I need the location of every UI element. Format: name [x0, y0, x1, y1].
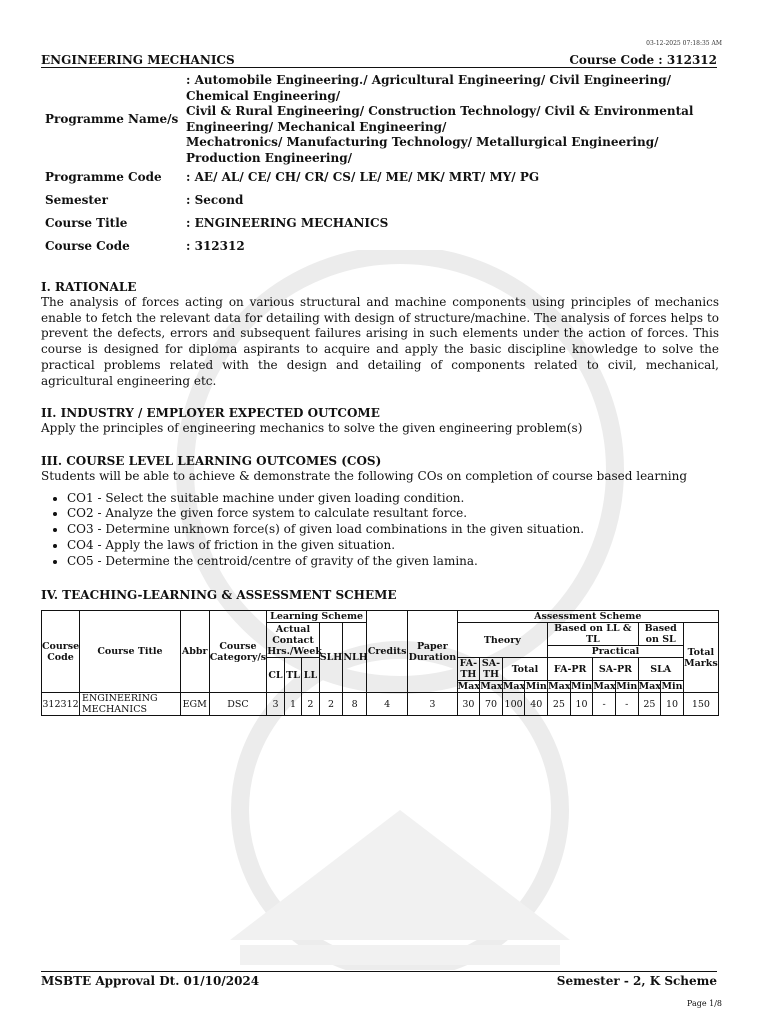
programme-info-table — [41, 73, 721, 258]
rationale-section — [41, 280, 719, 389]
course-outcomes-section — [41, 454, 719, 569]
info-label: Programme Code — [45, 169, 162, 184]
cell-total-max: 100 — [502, 693, 525, 716]
info-label: Semester — [45, 192, 108, 207]
info-row-course-code — [41, 235, 721, 258]
course-code-header: Course Code : 312312 — [569, 53, 717, 67]
cell-sa-pr-max: - — [593, 693, 616, 716]
semester-scheme: Semester - 2, K Scheme — [556, 974, 717, 988]
col-abbr: Abbr — [180, 611, 209, 693]
info-row-programme-code — [41, 166, 721, 189]
col-course-title: Course Title — [80, 611, 181, 693]
list-item: • CO5 - Determine the centroid/centre of gravity of the given lamina. — [67, 554, 719, 570]
industry-outcome-text: Apply the principles of engineering mechanics to solve the given engineering problem(s) — [41, 421, 583, 435]
industry-outcome-section — [41, 406, 719, 437]
col-paper-duration: Paper Duration — [408, 611, 457, 693]
info-value — [186, 73, 721, 166]
cell-nlh: 8 — [343, 693, 367, 716]
cell-ll: 2 — [302, 693, 319, 716]
course-outcomes-intro: Students will be able to achieve & demonstrate the following COs on completion of course based learning — [41, 469, 688, 483]
page-footer — [41, 971, 717, 988]
cell-category: DSC — [209, 693, 267, 716]
cell-fa-pr-min: 10 — [570, 693, 593, 716]
col-sa-th: SA-TH — [480, 658, 503, 681]
course-outcomes-list — [41, 491, 719, 570]
info-label: Course Title — [45, 215, 128, 230]
list-item: • CO1 - Select the suitable machine under given loading condition. — [67, 491, 719, 507]
col-based-ll-tl: Based on LL & TL — [548, 623, 639, 646]
col-min: Min — [570, 681, 593, 692]
info-row-semester — [41, 189, 721, 212]
info-value-line: Mechatronics/ Manufacturing Technology/ Metallurgical Engineering/ Production Engineering/ — [186, 135, 659, 165]
print-timestamp: 03-12-2025 07:18:35 AM — [646, 40, 722, 47]
info-value-line: : Automobile Engineering./ Agricultural Engineering/ Civil Engineering/ Chemical Engineering/ — [186, 73, 671, 103]
list-item: • CO3 - Determine unknown force(s) of given load combinations in the given situation. — [67, 522, 719, 538]
col-total: Total — [502, 658, 547, 681]
info-value: : AE/ AL/ CE/ CH/ CR/ CS/ LE/ ME/ MK/ MRT/ MY/ PG — [186, 169, 540, 184]
rationale-heading: I. RATIONALE — [41, 280, 137, 294]
cell-sla-max: 25 — [638, 693, 661, 716]
col-min: Min — [661, 681, 683, 692]
info-value: : 312312 — [186, 238, 245, 253]
teaching-assessment-table — [41, 610, 719, 716]
page-number: Page 1/8 — [686, 999, 722, 1008]
cell-abbr: EGM — [180, 693, 209, 716]
rationale-text: The analysis of forces acting on various structural and machine components using principles of mechanics enable to fetch the relevant data for detailing with design of structure/machine. The analysis of forces helps to prevent the defects, errors and subsequent failures arising in such elements under the action of forces. This course is designed for diploma aspirants to acquire and apply the basic discipline knowledge to solve the practical problems related with the design and detailing of components related to civil, mechanical, agricultural engineering etc. — [41, 295, 719, 388]
cell-total-marks: 150 — [683, 693, 718, 716]
course-name-header: ENGINEERING MECHANICS — [41, 53, 235, 67]
page-header — [41, 52, 717, 68]
cell-title: ENGINEERING MECHANICS — [80, 693, 181, 716]
col-practical: Practical — [548, 646, 684, 658]
col-slh: SLH — [319, 623, 343, 693]
info-row-programme — [41, 73, 721, 166]
col-max: Max — [502, 681, 526, 692]
cell-fa-th-max: 30 — [457, 693, 480, 716]
col-category: Course Category/s — [209, 611, 267, 693]
col-max: Max — [480, 681, 503, 692]
cell-sa-pr-min: - — [615, 693, 638, 716]
col-based-sl: Based on SL — [638, 623, 683, 646]
col-learning-scheme: Learning Scheme — [267, 611, 367, 623]
col-tl: TL — [284, 658, 301, 693]
col-min: Min — [525, 681, 547, 692]
approval-date: MSBTE Approval Dt. 01/10/2024 — [41, 974, 260, 988]
col-max: Max — [548, 681, 571, 692]
cell-sa-th-max: 70 — [480, 693, 503, 716]
cell-tl: 1 — [284, 693, 301, 716]
col-course-code: Course Code — [42, 611, 80, 693]
info-value-line: Civil & Rural Engineering/ Construction Technology/ Civil & Environmental Engineering/ Mechanical Engineering/ — [186, 104, 694, 134]
cell-credits: 4 — [367, 693, 408, 716]
col-cl: CL — [267, 658, 284, 693]
cell-fa-pr-max: 25 — [548, 693, 571, 716]
scheme-section — [41, 588, 719, 603]
col-min: Min — [616, 681, 638, 692]
info-label: Programme Name/s — [45, 111, 179, 126]
table-row — [42, 693, 719, 716]
col-nlh: NLH — [343, 623, 367, 693]
col-max: Max — [457, 681, 480, 692]
col-contact-hours: Actual Contact Hrs./Week — [267, 623, 322, 657]
col-max: Max — [593, 681, 616, 692]
col-max: Max — [638, 681, 661, 692]
col-fa-pr: FA-PR — [548, 658, 593, 681]
cell-slh: 2 — [319, 693, 343, 716]
info-row-course-title — [41, 212, 721, 235]
cell-total-min: 40 — [525, 693, 548, 716]
info-value: : ENGINEERING MECHANICS — [186, 215, 389, 230]
cell-sla-min: 10 — [661, 693, 684, 716]
list-item: • CO4 - Apply the laws of friction in the given situation. — [67, 538, 719, 554]
cell-code: 312312 — [42, 693, 80, 716]
col-credits: Credits — [367, 611, 408, 693]
col-ll: LL — [302, 658, 319, 693]
col-sla: SLA — [638, 658, 683, 681]
cell-paper: 3 — [408, 693, 457, 716]
col-assessment-scheme: Assessment Scheme — [457, 611, 718, 623]
col-theory: Theory — [457, 623, 548, 658]
col-sa-pr: SA-PR — [593, 658, 638, 681]
list-item: • CO2 - Analyze the given force system to calculate resultant force. — [67, 506, 719, 522]
industry-outcome-heading: II. INDUSTRY / EMPLOYER EXPECTED OUTCOME — [41, 406, 380, 420]
info-value: : Second — [186, 192, 244, 207]
course-outcomes-heading: III. COURSE LEVEL LEARNING OUTCOMES (COS) — [41, 454, 382, 468]
col-fa-th: FA-TH — [457, 658, 480, 681]
scheme-heading: IV. TEACHING-LEARNING & ASSESSMENT SCHEME — [41, 588, 397, 602]
info-label: Course Code — [45, 238, 130, 253]
col-total-marks: Total Marks — [683, 623, 718, 693]
cell-cl: 3 — [267, 693, 284, 716]
